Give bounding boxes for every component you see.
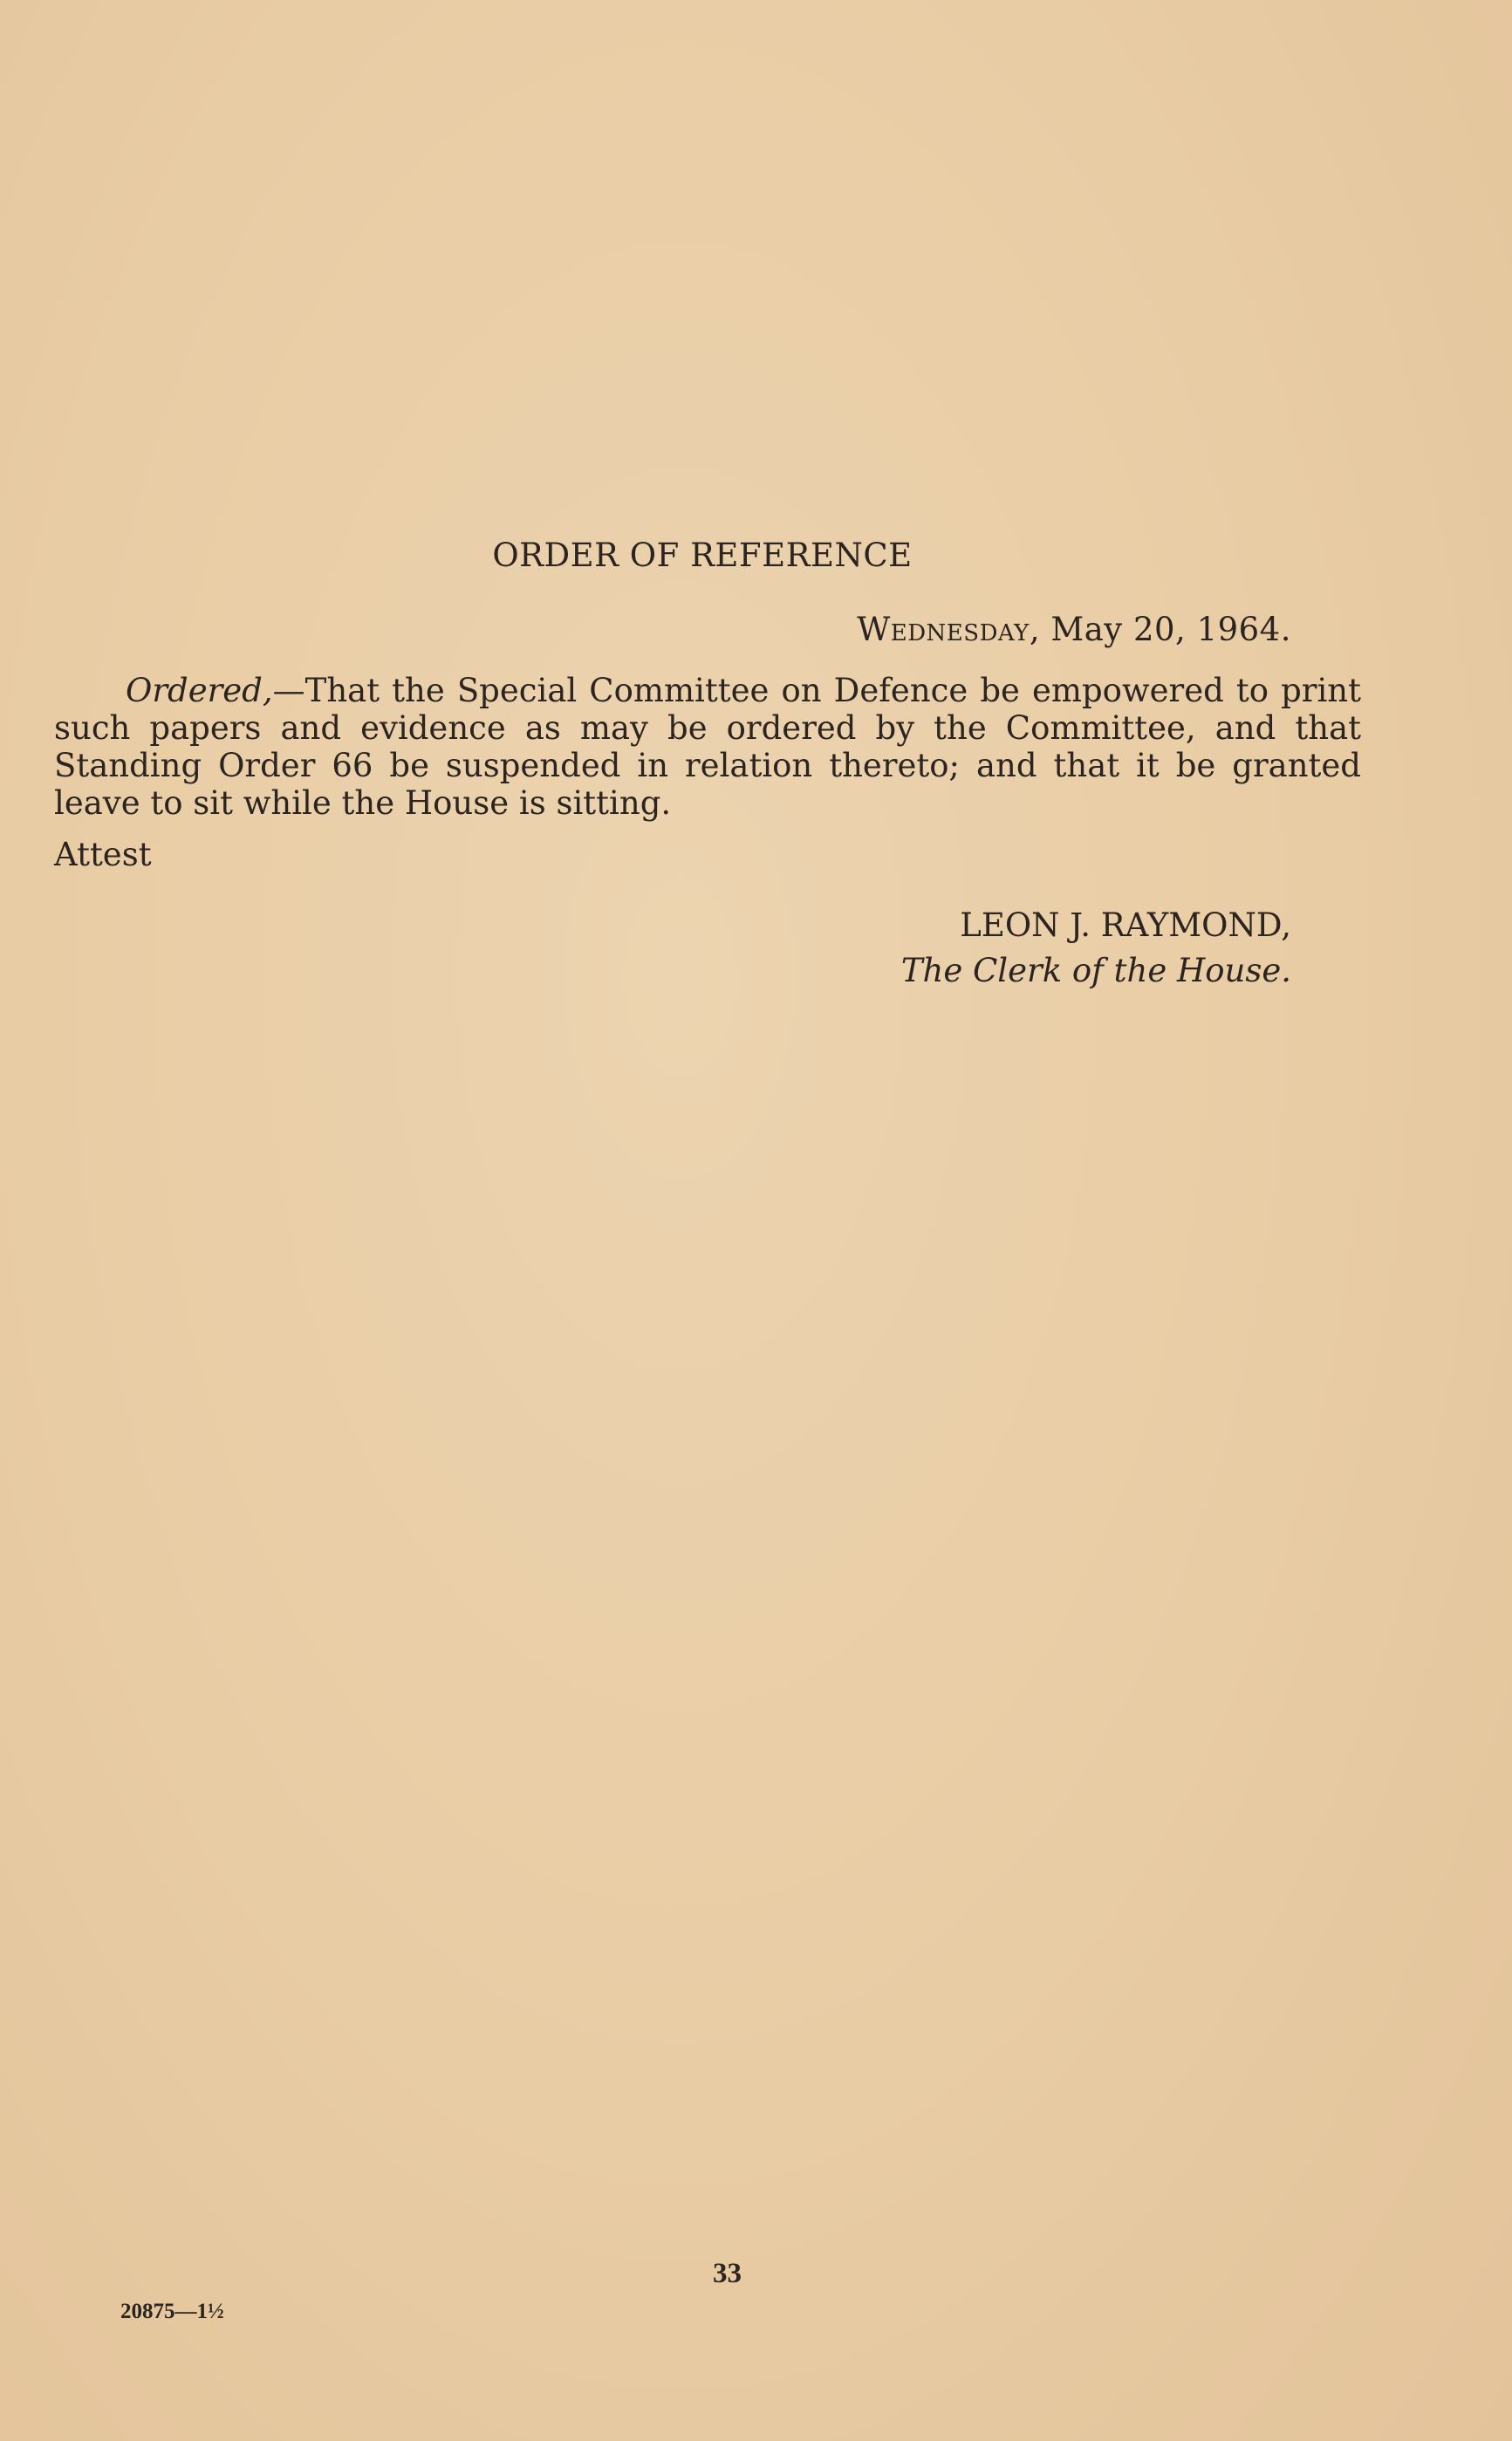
page-number: 33 (713, 2258, 742, 2289)
attest-label: Attest (54, 836, 152, 873)
signature-block (901, 903, 1291, 994)
date-weekday: Wednesday (857, 611, 1030, 648)
date-rest: , May 20, 1964. (1029, 611, 1291, 648)
order-date (857, 611, 1291, 648)
signatory-name: LEON J. RAYMOND, (960, 906, 1291, 944)
order-paragraph (54, 672, 1361, 822)
signatory-title: The Clerk of the House. (900, 952, 1291, 989)
document-heading: ORDER OF REFERENCE (492, 537, 913, 574)
print-code: 20875—1½ (120, 2300, 224, 2323)
order-text: —That the Special Committee on Defence be empowered to print such papers and evidence as may be ordered by the Committee, and that Standing Order 66 be suspended in relation thereto; and that it be granted leave to sit while the House is sitting. (54, 672, 1361, 822)
ordered-label: Ordered, (126, 672, 273, 709)
